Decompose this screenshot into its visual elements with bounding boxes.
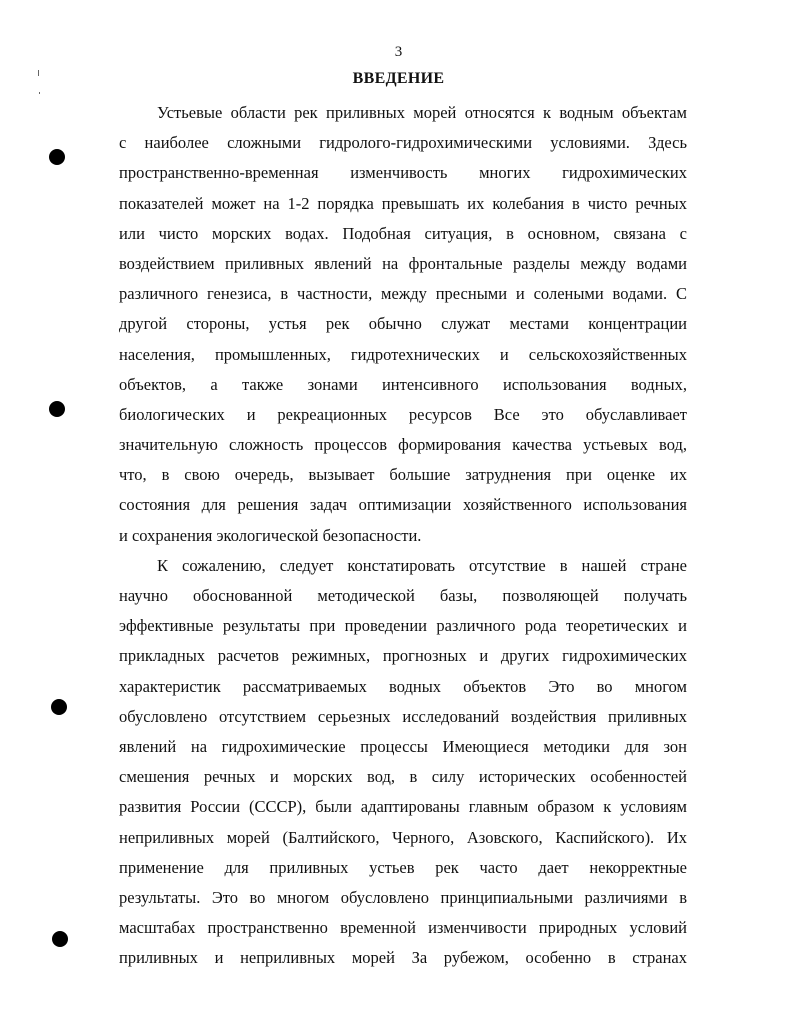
text-line: что, в свою очередь, вызывает большие затруднения при оценке их (119, 465, 687, 485)
text-line: К сожалению, следует констатировать отсутствие в нашей стране (157, 555, 687, 575)
paragraph-1 (119, 98, 687, 551)
text-line: различного генезиса, в частности, между пресными и солеными водами. С (119, 284, 687, 304)
text-line: обусловлено отсутствием серьезных исследований воздействия приливных (119, 706, 687, 726)
text-line: развития России (СССР), были адаптированы главным образом к условиям (119, 797, 687, 817)
text-line: и сохранения экологической безопасности. (119, 525, 422, 545)
text-line: объектов, а также зонами интенсивного использования водных, (119, 374, 687, 394)
text-line: неприливных морей (Балтийского, Черного, Азовского, Каспийского). Их (119, 827, 687, 847)
text-line: воздействием приливных явлений на фронтальные разделы между водами (119, 253, 687, 273)
text-line: пространственно-временная изменчивость многих гидрохимических (119, 163, 687, 183)
text-line: Устьевые области рек приливных морей относятся к водным объектам (157, 103, 687, 122)
text-line: приливных и неприливных морей За рубежом, особенно в странах (119, 948, 687, 968)
punch-hole-4 (52, 931, 68, 947)
text-line: явлений на гидрохимические процессы Имеющиеся методики для зон (119, 736, 687, 756)
punch-hole-1 (49, 149, 65, 165)
text-line: прикладных расчетов режимных, прогнозных и других гидрохимических (119, 646, 687, 666)
punch-hole-2 (49, 401, 65, 417)
text-line: масштабах пространственно временной изменчивости природных условий (119, 918, 687, 938)
punch-hole-3 (51, 699, 67, 715)
text-line: значительную сложность процессов формирования качества устьевых вод, (119, 435, 687, 455)
scan-speck (39, 92, 40, 94)
text-line: населения, промышленных, гидротехнических и сельскохозяйственных (119, 344, 687, 364)
text-line: или чисто морских водах. Подобная ситуация, в основном, связана с (119, 223, 687, 243)
text-line: эффективные результаты при проведении различного рода теоретических и (119, 616, 687, 636)
text-line: биологических и рекреационных ресурсов Все это обуславливает (119, 404, 687, 424)
text-line: показателей может на 1-2 порядка превышать их колебания в чисто речных (119, 193, 687, 213)
text-line: научно обоснованной методической базы, позволяющей получать (119, 586, 687, 605)
text-line: результаты. Это во многом обусловлено принципиальными различиями в (119, 887, 687, 907)
page-number: 3 (394, 44, 403, 60)
page-title: ВВЕДЕНИЕ (352, 70, 445, 87)
text-line: с наиболее сложными гидролого-гидрохимическими условиями. Здесь (119, 133, 687, 153)
text-line: другой стороны, устья рек обычно служат местами концентрации (119, 314, 687, 334)
text-line: характеристик рассматриваемых водных объектов Это во многом (119, 676, 687, 696)
text-line: состояния для решения задач оптимизации хозяйственного использования (119, 495, 687, 515)
text-line: применение для приливных устьев рек часто дает некорректные (119, 857, 687, 877)
document-body (119, 98, 687, 973)
paragraph-2 (119, 551, 687, 974)
text-line: смешения речных и морских вод, в силу исторических особенностей (119, 767, 687, 787)
